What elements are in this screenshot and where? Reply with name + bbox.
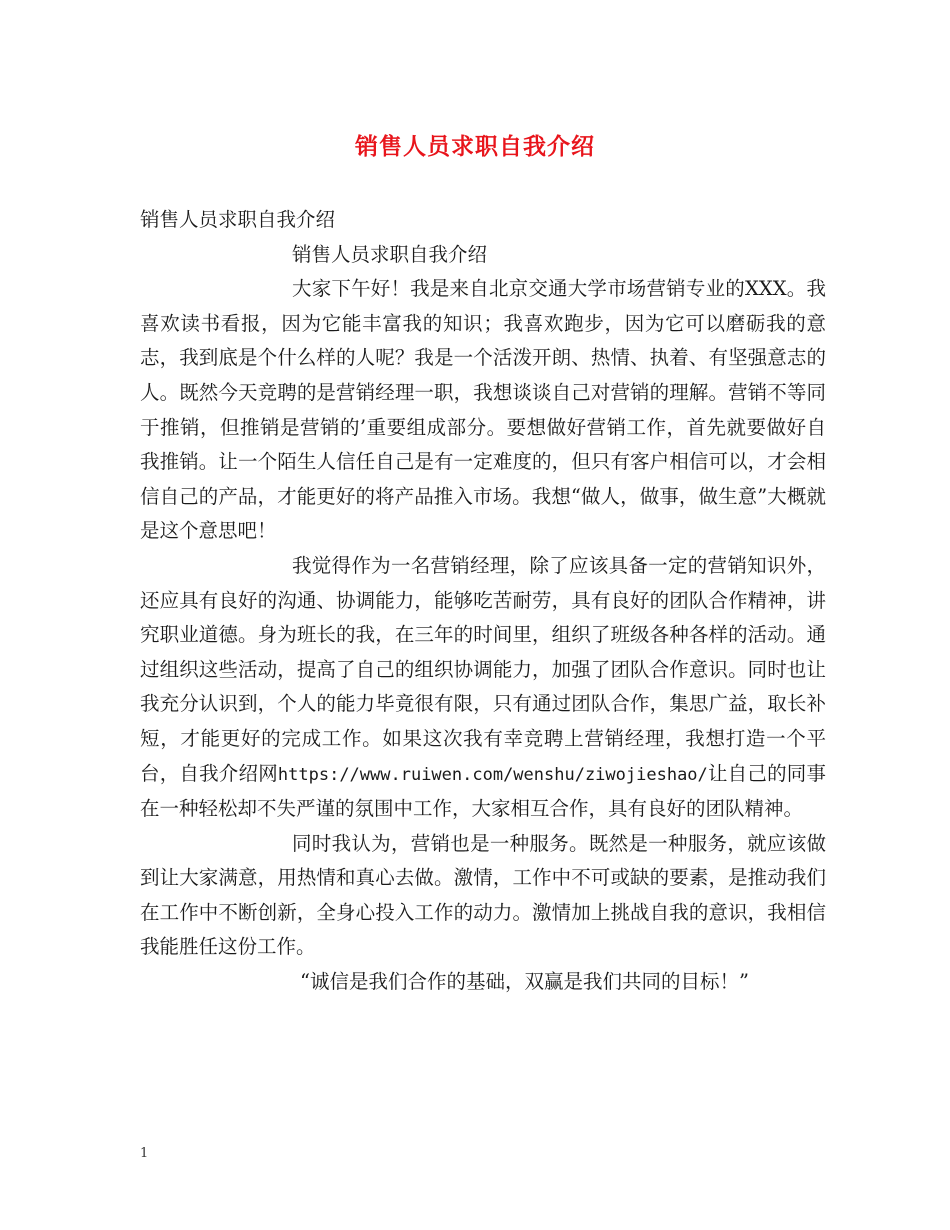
document-body	[140, 203, 826, 1000]
paragraph-3: 同时我认为，营销也是一种服务。既然是一种服务，就应该做到让大家满意，用热情和真心去做。激情，工作中不可或缺的要素，是推动我们在工作中不断创新，全身心投入工作的动力。激情加上挑战自我的意识，我相信我能胜任这份工作。	[140, 831, 826, 959]
paragraph-1: 大家下午好！我是来自北京交通大学市场营销专业的XXX。我喜欢读书看报，因为它能丰富我的知识；我喜欢跑步，因为它可以磨砺我的意志，我到底是个什么样的人呢？我是一个活泼开朗、热情、执着、有坚强意志的人。既然今天竞聘的是营销经理一职，我想谈谈自己对营销的理解。营销不等同于推销，但推销是营销的’重要组成部分。要想做好营销工作，首先就要做好自我推销。让一个陌生人信任自己是有一定难度的，但只有客户相信可以，才会相信自己的产品，才能更好的将产品推入市场。我想“做人，做事，做生意”大概就是这个意思吧！	[140, 277, 826, 543]
body-subheading: 销售人员求职自我介绍	[292, 242, 488, 266]
document-title: 销售人员求职自我介绍	[355, 133, 595, 160]
page-number: 1	[140, 1146, 149, 1161]
paragraph-2	[140, 549, 826, 827]
paragraph-2-text-b: 让自己的同事在一种轻松却不失严谨的氛围中工作，大家相互合作，具有良好的团队精神。	[140, 761, 826, 821]
paragraph-2-text-a: 我觉得作为一名营销经理，除了应该具备一定的营销知识外，还应具有良好的沟通、协调能力，能够吃苦耐劳，具有良好的团队合作精神，讲究职业道德。身为班长的我，在三年的时间里，组织了班级各种各样的活动。通过组织这些活动，提高了自己的组织协调能力，加强了团队合作意识。同时也让我充分认识到，个人的能力毕竟很有限，只有通过团队合作，集思广益，取长补短，才能更好的完成工作。如果这次我有幸竞聘上营销经理，我想打造一个平台，自我介绍网	[140, 553, 826, 785]
body-heading: 销售人员求职自我介绍	[140, 208, 336, 231]
paragraph-2-url: https://www.ruiwen.com/wenshu/ziwojieshao/	[277, 764, 708, 785]
quote-line: “诚信是我们合作的基础，双赢是我们共同的目标！”	[300, 970, 749, 994]
